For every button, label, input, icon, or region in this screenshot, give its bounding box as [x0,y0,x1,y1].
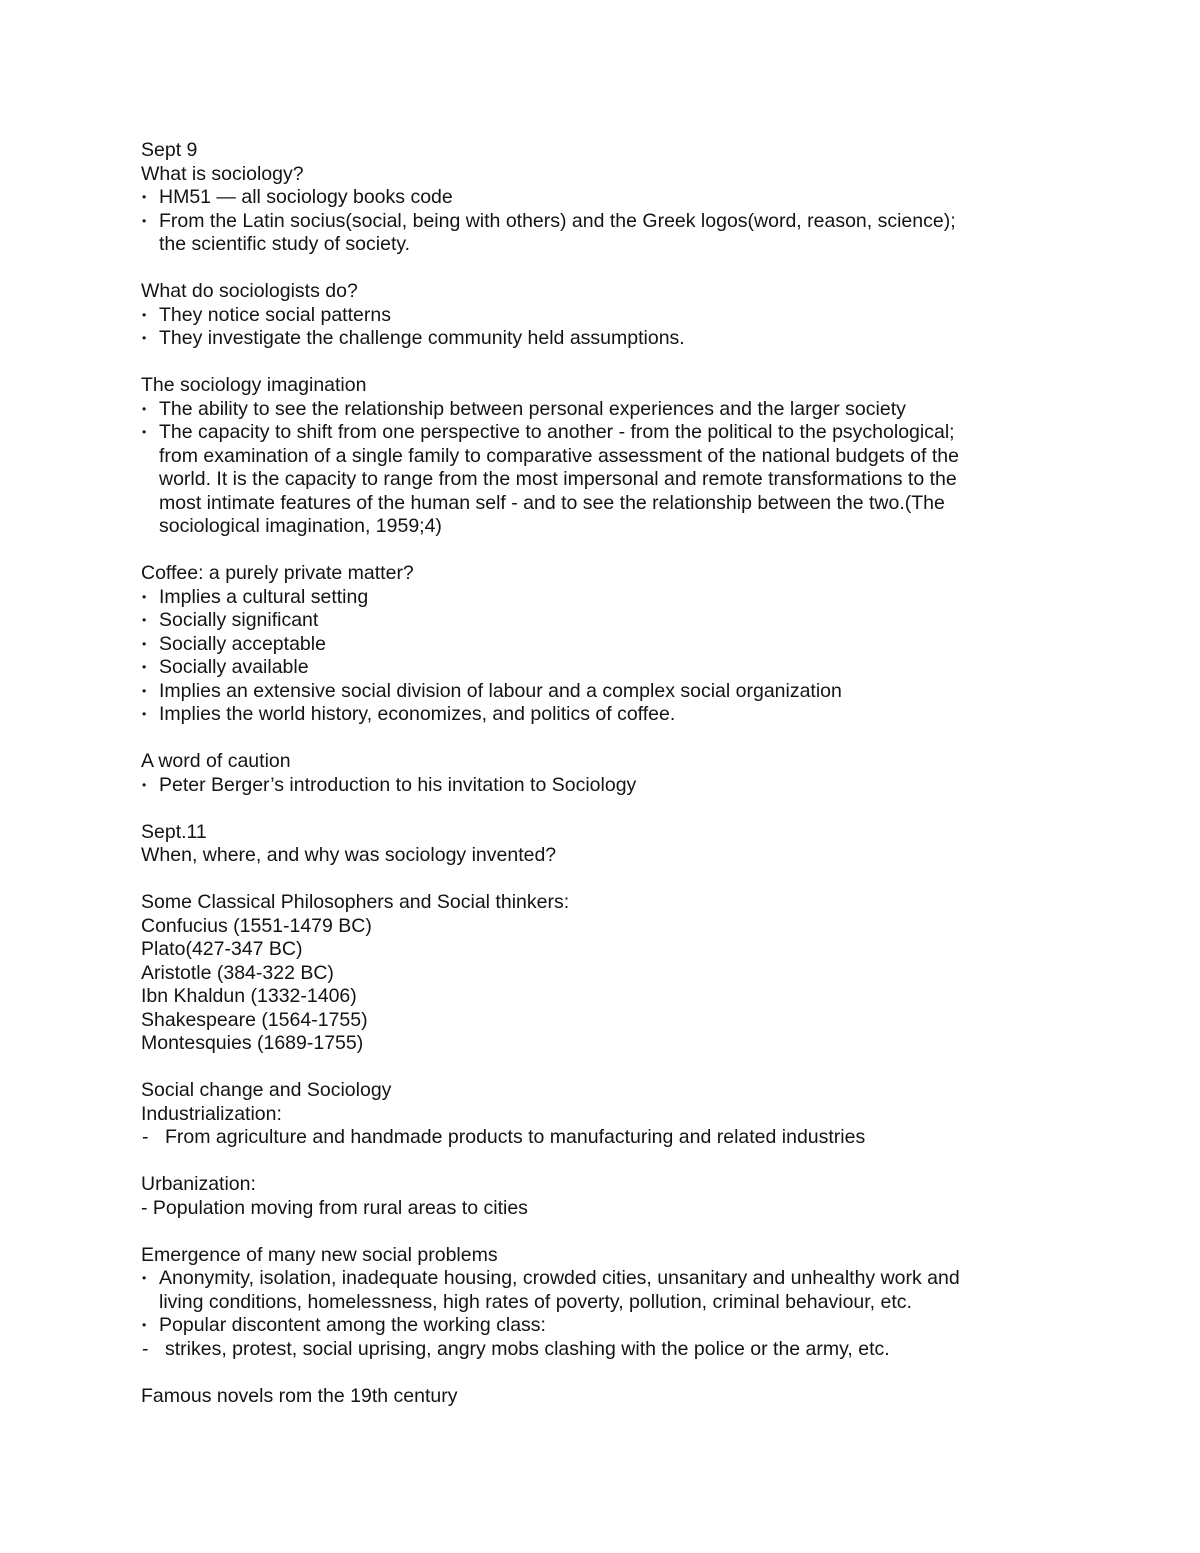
bullet-icon: • [142,636,147,651]
dash-icon: - [142,1337,149,1360]
dash-item: - Population moving from rural areas to cities [141,1196,528,1219]
list-item: • The capacity to shift from one perspective to another - from the political to the psychological; [142,421,955,443]
dash-item: - From agriculture and handmade products to manufacturing and related industries [142,1126,866,1148]
list-item: • They notice social patterns [142,303,391,326]
section-heading: The sociology imagination [141,374,367,396]
list-item: • From the Latin socius(social, being with others) and the Greek logos(word, reason, science); [142,209,956,232]
bullet-icon: • [142,331,147,345]
list-item-continuation: sociological imagination, 1959;4) [159,515,442,537]
bullet-icon: • [142,660,147,674]
list-item: • Implies an extensive social division of labour and a complex social organization [142,679,842,702]
list-item: • Socially available [142,656,309,678]
section-heading: Some Classical Philosophers and Social thinkers: [141,891,570,913]
list-item: • They investigate the challenge community held assumptions. [142,327,685,349]
dash-icon: - [142,1126,149,1148]
list-item: Shakespeare (1564-1755) [141,1008,368,1031]
list-item-continuation: the scientific study of society. [159,233,411,255]
section-heading: Urbanization: [141,1173,256,1195]
list-item-continuation: world. It is the capacity to range from the most impersonal and remote transformations to the [159,468,957,490]
list-item: • The ability to see the relationship between personal experiences and the larger society [142,397,906,420]
section-heading: Coffee: a purely private matter? [141,562,414,584]
section-heading: Emergence of many new social problems [141,1243,498,1266]
list-item: Plato(427-347 BC) [141,938,303,960]
list-item-continuation: living conditions, homelessness, high rates of poverty, pollution, criminal behaviour, etc. [159,1290,912,1313]
bullet-icon: • [142,777,147,792]
section-heading: A word of caution [141,750,291,772]
dash-item: - strikes, protest, social uprising, angry mobs clashing with the police or the army, etc. [142,1337,890,1360]
bullet-icon: • [142,307,147,322]
list-item: • Implies the world history, economizes, and politics of coffee. [142,703,676,725]
section-question: What is sociology? [141,162,304,185]
list-item: Montesquies (1689-1755) [141,1032,364,1054]
bullet-icon: • [142,401,147,416]
list-item: • Popular discontent among the working class: [142,1314,546,1336]
section-heading: What do sociologists do? [141,280,358,302]
list-item: Aristotle (384-322 BC) [141,961,334,984]
bullet-icon: • [142,425,147,439]
bullet-icon: • [142,213,147,228]
list-item: • Anonymity, isolation, inadequate housing, crowded cities, unsanitary and unhealthy work and [142,1267,960,1289]
list-item-continuation: from examination of a single family to comparative assessment of the national budgets of the [159,444,959,467]
list-item: Confucius (1551-1479 BC) [141,914,372,937]
bullet-icon: • [142,613,147,627]
list-item: • Peter Berger’s introduction to his invitation to Sociology [142,773,637,796]
list-item: Ibn Khaldun (1332-1406) [141,985,357,1007]
bullet-icon: • [142,1271,147,1285]
section-subheading: Industrialization: [141,1102,282,1125]
bullet-icon: • [142,1318,147,1332]
section-date: Sept.11 [141,820,207,843]
section-question: When, where, and why was sociology invented? [141,844,557,866]
section-heading: Social change and Sociology [141,1079,392,1101]
bullet-icon: • [142,683,147,698]
bullet-icon: • [142,589,147,604]
list-item: • Socially acceptable [142,632,326,655]
bullet-icon: • [142,190,147,204]
list-item: • Socially significant [142,609,319,631]
bullet-icon: • [142,707,147,721]
section-heading: Famous novels rom the 19th century [141,1384,458,1407]
list-item-continuation: most intimate features of the human self - and to see the relationship between the two.(The [159,491,945,514]
list-item: • HM51 — all sociology books code [142,186,453,208]
section-date: Sept 9 [141,139,198,161]
document-page [141,139,1081,1408]
list-item: • Implies a cultural setting [142,585,369,608]
